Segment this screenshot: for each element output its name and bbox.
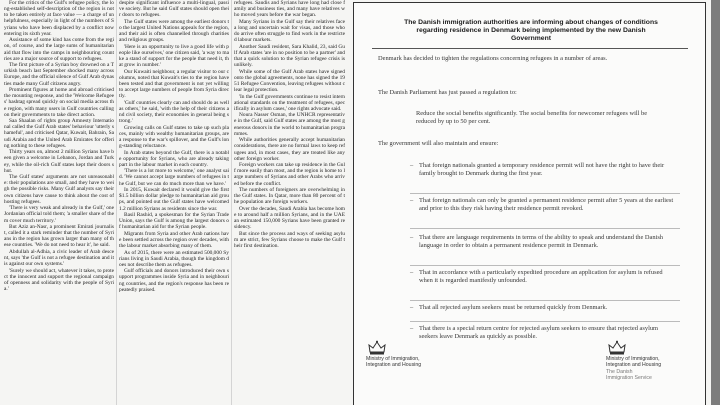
condition-item	[410, 325, 678, 340]
article-paragraph: Abdullah al-Adhia, a civic leader of Arab descent, says 'the Gulf is not a refugee destination and it is against our own systems.'	[4, 248, 114, 268]
article-paragraph: 'Gulf countries clearly can and should do as well as others,' he said, 'with the help of their citizens and civil society, their economies in general being strong.'	[119, 99, 229, 125]
dash-bullet: –	[410, 304, 414, 311]
article-paragraph: 'Surely we should act, whatever it takes, to protect the innocent and support the regional campaign of openness and solidarity with the people of Syria.'	[4, 267, 114, 293]
condition-item	[410, 234, 678, 249]
ad-benefits-text: Reduce the social benefits significantly. The social benefits for newcomer refugees will be reduced by up to 50 per cent.	[416, 110, 648, 125]
condition-item	[410, 269, 678, 284]
ministry-logo-left	[366, 340, 486, 369]
article-paragraph: The first picture of a Syrian boy drowned on a Turkish beach last September shocked many across Europe, and the official silence of Gulf Arab dynasties made many Gulf citizens angry.	[4, 62, 114, 87]
dash-bullet: –	[410, 325, 414, 332]
article-column-1	[4, 0, 114, 405]
logo-text: Ministry of Immigration,	[606, 356, 660, 362]
article-paragraph: The Gulf states' arguments are not unreasonable: their populations are small, and they have to weigh the possible risks. Many Gulf analysts say their own citizens have cause to think about the cost of hosting refugees.	[4, 174, 114, 205]
condition-item	[410, 197, 678, 212]
condition-text: That foreign nationals can only be granted a permanent residence permit after 5 years at the earliest and prior to this they risk having their residence permit revoked.	[419, 197, 674, 212]
article-paragraph: Assistance of some kind has come from the region, of course, and the large sums of humanitarian aid that flow into the camps in neighbouring countries are a major source of support to refugees.	[4, 37, 114, 62]
dash-bullet: –	[410, 269, 414, 276]
article-paragraph: Our Kuwaiti neighbour, a regular visitor to our columns, noted that Kuwait's ties to the region have been tested and that government is not yet willing to accept large numbers of people from Syria directly.	[119, 68, 229, 100]
logo-text: Immigration Service	[606, 375, 652, 382]
ad-divider	[410, 265, 680, 266]
article-paragraph: despite significant influence a multi-lingual, passive society. But he said Gulf states should open their doors to refugees.	[119, 0, 229, 19]
article-paragraph: refugees. Saudis and Syrians have long had close family and business ties, and many have relatives who moved years before the war began.	[234, 0, 345, 19]
condition-item	[410, 304, 678, 312]
article-paragraph: Over the decades, Saudi Arabia has become home to around half a million Syrians, and in the UAE an estimated 150,000 Syrians have been granted residency.	[234, 205, 345, 231]
article-paragraph: 'There is very weak and already in the Gulf,' one Jordanian official told them; 'a smaller share of them cover much territory.'	[4, 205, 114, 224]
ad-divider	[410, 193, 680, 194]
article-paragraph: Noura Nasser Osman, the UNHCR representative in the Gulf, said Gulf states are among the most generous donors in the world to humanitarian programmes.	[234, 112, 345, 137]
article-paragraph: Gulf officials and donors introduced their own support programmes inside Syria and in neighbouring countries, and the region's response has been repeatedly praised.	[119, 268, 229, 293]
column-divider	[231, 0, 232, 405]
article-paragraph: While authorities generally accept humanitarian considerations, there are no formal laws to keep refugees and, in most cases, they are treated like any other foreign worker.	[234, 137, 345, 162]
article-column-2	[119, 0, 229, 405]
article-paragraph: Growing calls on Gulf states to take up such places, mainly with wealthy humanitarian groups, are a response to the war's spillover, and the Gulf's long-standing reluctance.	[119, 124, 229, 150]
article-paragraph: The numbers of foreigners are overwhelming in the Gulf states. In Qatar, more than 80 percent of the population are foreign workers.	[234, 187, 345, 206]
ad-headline: The Danish immigration authorities are informing about changes of conditions regarding residence in Denmark being implemented by the new Danish Government	[404, 19, 658, 43]
condition-text: That there is a special return centre for rejected asylum seekers to ensure that rejected asylum seekers leave Denmark as quickly as possible.	[419, 325, 659, 340]
article-paragraph: Saa Shaalan of rights group Amnesty International called the Gulf Arab states' behaviour 'utterly shameful', and criticised Qatar, Kuwait, Bahrain, Saudi Arabia and the United Arab Emirates for offering nothing to these refugees.	[4, 118, 114, 149]
article-paragraph: The Gulf states were among the earliest donors to the largest United Nations appeals for the region, and their aid is often channelled through charities and religious groups.	[119, 18, 229, 44]
ad-divider	[410, 321, 680, 322]
column-divider	[116, 0, 117, 405]
article-paragraph: 'In the Gulf governments continue to resist international standards on the treatment of refugees, specifically in asylum cases,' one rights advocate said.	[234, 93, 345, 112]
advertisement	[353, 2, 706, 405]
condition-text: That all rejected asylum seekers must be returned quickly from Denmark.	[419, 304, 608, 311]
ministry-logo-right	[606, 340, 711, 382]
condition-text: That there are language requirements in terms of the ability to speak and understand the Danish language in order to obtain a permanent residence permit in Denmark.	[419, 234, 664, 249]
crown-icon	[368, 340, 386, 356]
logo-text: The Danish	[606, 368, 633, 375]
ad-divider	[372, 48, 688, 49]
article-paragraph: Basil Rashid, a spokesman for the Syrian Trade Union, says the Gulf is among the largest donors of humanitarian aid for the Syrian people.	[119, 211, 229, 231]
article-paragraph: For the critics of the Gulf's refugee policy, the long-established self-description of the region is not to be taken entirely at face value — a charge of unhelpfulness, especially in light of the numbers of Syrians who have been displaced by a conflict now entering its sixth year.	[4, 0, 114, 37]
logo-text: Integration and Housing	[606, 362, 662, 369]
article-paragraph: Thirty years on, almost 2 million Syrians have been given a welcome in Lebanon, Jordan and Turkey, while the oil-rich Gulf states kept their doors shut.	[4, 149, 114, 174]
article-paragraph: Foreign workers can take up residence in the Gulf more easily than most, and the region is home to large numbers of Syrians and other Arabs who arrived before the conflict.	[234, 162, 345, 187]
logo-text: Integration and Housing	[366, 362, 422, 369]
ad-intro-text: Denmark has decided to tighten the regulations concerning refugees in a number of areas.	[378, 55, 608, 62]
logo-text: Ministry of Immigration,	[366, 356, 420, 362]
article-paragraph: Prominent figures at home and abroad criticised the mounting response, and the 'Welcome Refugees' hashtag spread quickly on social media across the region, with many users in Gulf countries calling on their governments to take direct action.	[4, 87, 114, 118]
condition-item	[410, 162, 678, 177]
article-paragraph: Another Saudi resident, Sara Khalid, 23, said Gulf Arab states 'are in no position to be a partner' and that a quick solution to the Syrian refugee crisis is unlikely.	[234, 43, 345, 69]
article-paragraph: While some of the Gulf Arab states have signed onto the global agreements, none has signed the 1951 Refugee Convention, leaving refugees without clear legal protection.	[234, 68, 345, 94]
article-paragraph: 'Here is an opportunity to live a good life with people like ourselves,' one citizen said, 'a way to make a stand of support for the people that need it, that grow in number.'	[119, 43, 229, 69]
dash-bullet: –	[410, 234, 414, 241]
ad-divider	[410, 228, 680, 229]
crown-icon	[608, 340, 626, 356]
condition-text: That in accordance with a particularly expedited procedure an application for asylum is refused when it is regarded manifestly unfounded.	[419, 269, 663, 284]
article-paragraph: As of 2015, there were an estimated 500,000 Syrians living in Saudi Arabia, though the kingdom does not describe them as refugees.	[119, 249, 229, 268]
article-paragraph: In Arab states beyond the Gulf, there is a notable opportunity for Syrians, who are already taking part in the labour market in each country.	[119, 149, 229, 168]
dash-bullet: –	[410, 197, 414, 204]
dash-bullet: –	[410, 162, 414, 169]
article-column-3	[234, 0, 345, 405]
article-paragraph: 'There is a lot more to welcome,' one analyst said. 'We cannot accept large numbers of refugees in the Gulf, but we can do much more than we have.'	[119, 168, 229, 187]
article-paragraph: But Aziz an-Nasr, a prominent Emirati journalist, called it a stark reminder that the number of Syrians in the region has grown larger than many of these countries. 'We do not need to hear it', he said.	[4, 224, 114, 249]
article-paragraph: Many Syrians in the Gulf say their relatives face a long and uncertain wait for visas, and those who do arrive often struggle to find work in the restricted labour markets.	[234, 18, 345, 44]
ad-government-text: The government will also maintain and ensure:	[378, 140, 499, 147]
article-paragraph: But since the process and ways of seeking asylum are strict, few Syrians choose to make the Gulf their first destination.	[234, 230, 345, 250]
article-paragraph: In 2015, Kuwait declared it would give the first $1.5 billion dollar pledge to humanitarian aid groups, and pointed out the Gulf states have welcomed 1.2 million Syrians as residents since the war.	[119, 187, 229, 212]
article-paragraph: Migrants from Syria and other Arab nations have been settled across the region over decades, with the labour market absorbing many of them.	[119, 230, 229, 250]
ad-divider	[410, 300, 680, 301]
ad-parliament-text: The Danish Parliament has just passed a regulation to:	[378, 89, 517, 96]
condition-text: That foreign nationals granted a temporary residence permit will not have the right to have their family brought to Denmark during the first year.	[419, 162, 665, 177]
